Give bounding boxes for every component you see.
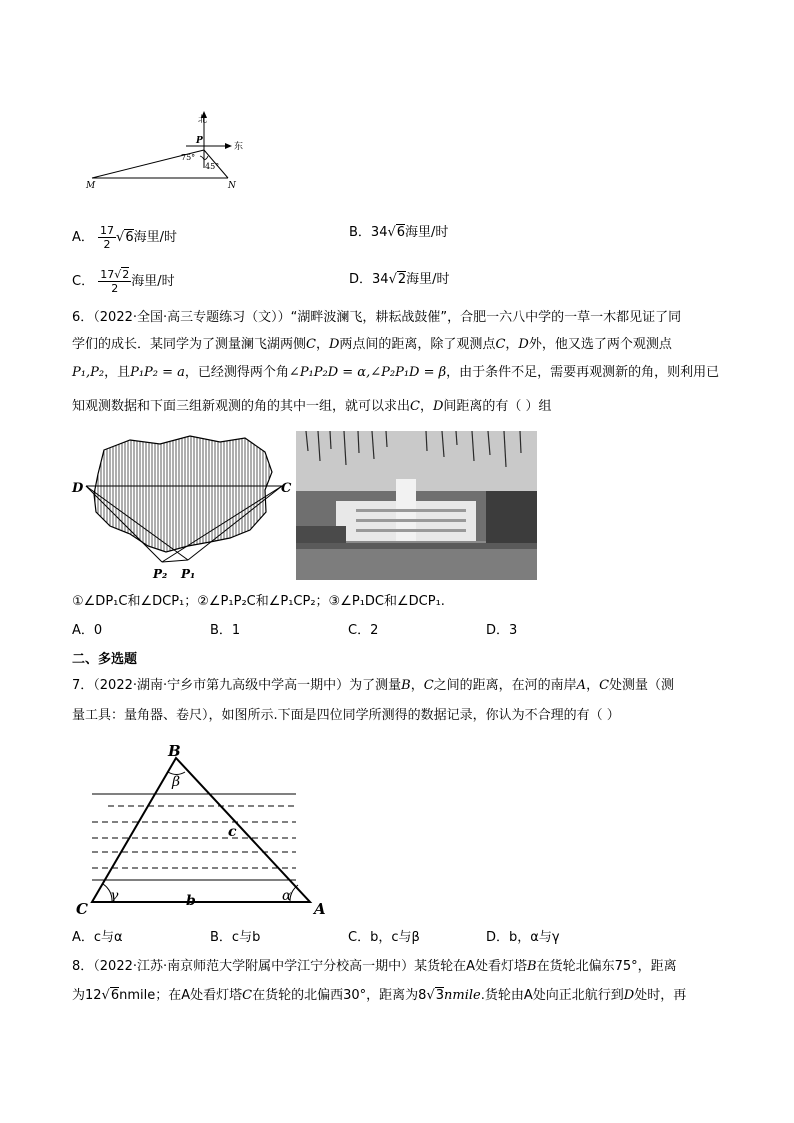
q6-line-2: 学们的成长．某同学为了测量澜飞湖两侧C，D两点间的距离，除了观测点C，D外，他又选了两个观测点	[72, 337, 672, 352]
q5-figure	[80, 108, 250, 193]
q6-option-a[interactable]: A．0	[72, 623, 103, 638]
q6-option-c[interactable]: C．2	[348, 623, 379, 638]
q6-choices: ①∠DP₁C和∠DCP₁；②∠P₁P₂C和∠P₁CP₂；③∠P₁DC和∠DCP₁.	[72, 594, 445, 609]
q6-fig-p1-label: P₁	[181, 567, 196, 581]
fig5-m-label: M	[86, 181, 96, 191]
q7-option-c[interactable]: C．b，c与β	[348, 930, 420, 945]
q6-campus-photo	[296, 431, 537, 580]
q7-fig-beta-label: β	[172, 774, 181, 790]
q8-line-1: 8．（2022·江苏·南京师范大学附属中学江宁分校高一期中）某货轮在A处看灯塔B在货轮北偏东75°，距离	[72, 959, 677, 974]
fig5-p-label: P	[196, 136, 203, 146]
q7-fig-b-label: B	[168, 742, 181, 760]
q6-option-d[interactable]: D．3	[486, 623, 518, 638]
q7-option-a[interactable]: A．c与α	[72, 930, 123, 945]
q6-line-3: P₁,P₂，且P₁P₂ = a，已经测得两个角∠P₁P₂D = α,∠P₂P₁D = β，由于条件不足，需要再观测新的角，则利用已	[72, 365, 720, 380]
q5-option-d[interactable]: D．34√2海里/时	[349, 272, 450, 287]
q7-option-d[interactable]: D．b，α与γ	[486, 930, 560, 945]
q6-fig-c-label: C	[281, 481, 292, 496]
q7-fig-c-side-label: c	[228, 824, 237, 840]
q6-line-4: 知观测数据和下面三组新观测的角的其中一组，就可以求出C，D间距离的有（ ）组	[72, 399, 552, 414]
fig5-n-label: N	[228, 181, 236, 191]
fig5-east-label: 东	[234, 142, 244, 152]
q7-fig-alpha-label: α	[282, 888, 292, 904]
q5-option-b[interactable]: B．34√6海里/时	[349, 225, 449, 240]
q6-option-b[interactable]: B．1	[210, 623, 241, 638]
q6-fig-p2-label: P₂	[153, 567, 168, 581]
fig5-angle-75: 75°	[181, 153, 196, 162]
q7-fig-gamma-label: γ	[110, 888, 119, 904]
q5-option-a[interactable]: A． $\frac{17}{2}$ √6海里/时	[72, 224, 178, 251]
fig5-north-label: 北	[198, 115, 208, 125]
section-multiple-choice-heading: 二、多选题	[72, 652, 138, 667]
q7-line-2: 量工具：量角器、卷尺），如图所示.下面是四位同学所测得的数据记录，你认为不合理的有（ ）	[72, 708, 620, 723]
q7-option-b[interactable]: B．c与b	[210, 930, 261, 945]
q7-river-figure	[72, 740, 342, 920]
q6-fig-d-label: D	[72, 481, 84, 496]
q7-fig-b-side-label: b	[186, 893, 196, 909]
q6-lake-figure	[70, 430, 292, 582]
q6-line-1: 6．（2022·全国·高三专题练习（文））“湖畔波澜飞，耕耘战鼓催”，合肥一六八中学的一草一木都见证了同	[72, 310, 682, 325]
q5-option-c[interactable]: C． $\frac{17√2}{2}$ 海里/时	[72, 268, 175, 295]
q7-fig-a-vertex-label: A	[314, 900, 326, 918]
q7-line-1: 7．（2022·湖南·宁乡市第九高级中学高一期中）为了测量B，C之间的距离，在河的南岸A，C处测量（测	[72, 678, 675, 693]
q7-fig-c-vertex-label: C	[76, 900, 88, 918]
fig5-angle-45: 45°	[205, 162, 220, 171]
q8-line-2: 为12√6nmile；在A处看灯塔C在货轮的北偏西30°，距离为8√3nmile.货轮由A处向正北航行到D处时，再	[72, 988, 687, 1003]
